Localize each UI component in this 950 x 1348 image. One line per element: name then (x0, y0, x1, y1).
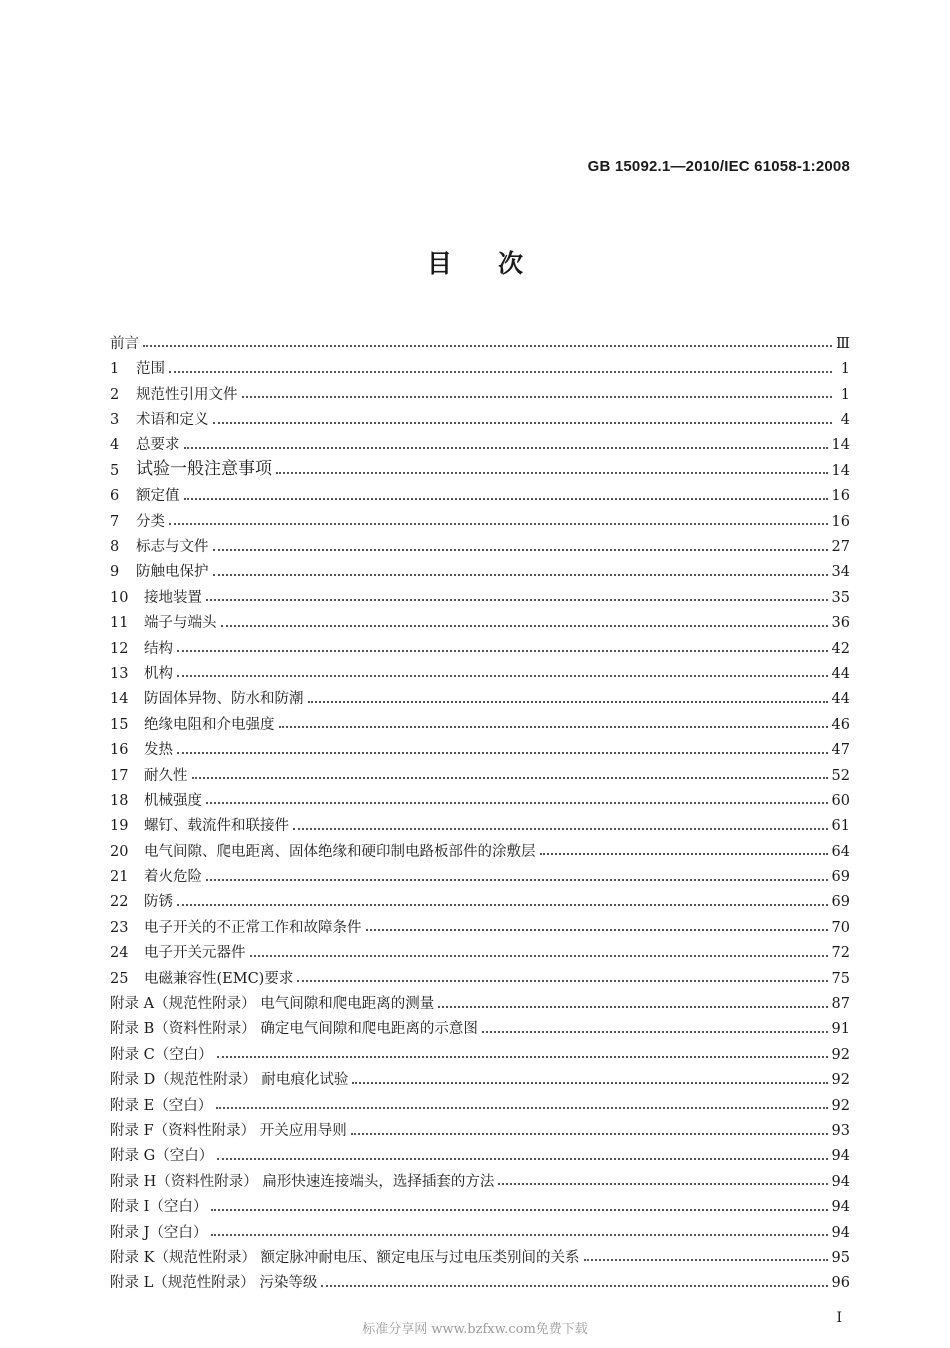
toc-entry-number: 24 (110, 945, 129, 962)
toc-leader-dots (221, 625, 828, 627)
toc-entry-label: 绝缘电阻和介电强度 (144, 716, 275, 733)
toc-entry-label: 附录 I（空白） (110, 1199, 208, 1216)
toc-entry-label: 总要求 (136, 437, 180, 454)
toc-entry-label: 术语和定义 (136, 412, 209, 429)
toc-entry-label: 附录 K（规范性附录） 额定脉冲耐电压、额定电压与过电压类别间的关系 (110, 1249, 580, 1266)
toc-leader-dots (276, 472, 828, 474)
toc-leader-dots (169, 523, 828, 525)
toc-entry-number: 15 (110, 716, 129, 733)
page-number: I (836, 1310, 842, 1326)
toc-entry[interactable] (110, 428, 850, 453)
toc-entry-number: 22 (110, 894, 129, 911)
toc-entry[interactable] (110, 1215, 850, 1240)
toc-leader-dots (297, 980, 827, 982)
toc-entry-page: 70 (831, 919, 850, 936)
toc-entry[interactable] (110, 681, 850, 706)
toc-entry[interactable] (110, 580, 850, 605)
toc-entry[interactable] (110, 1012, 850, 1037)
toc-entry-number: 11 (110, 615, 129, 632)
toc-entry-label: 额定值 (136, 488, 180, 505)
toc-entry-page: 14 (831, 462, 850, 479)
toc-entry[interactable] (110, 885, 850, 910)
toc-entry-page: 72 (831, 945, 850, 962)
toc-entry-page: 36 (831, 615, 850, 632)
toc-entry[interactable] (110, 453, 850, 478)
toc-entry-label: 附录 C（空白） (110, 1046, 213, 1063)
toc-leader-dots (250, 955, 828, 957)
toc-entry-number: 4 (110, 437, 120, 454)
toc-entry-label: 附录 L（规范性附录） 污染等级 (110, 1275, 318, 1292)
toc-entry-label: 防固体异物、防水和防潮 (144, 691, 304, 708)
toc-entry[interactable] (110, 758, 850, 783)
toc-entry-label: 接地装置 (144, 589, 202, 606)
toc-leader-dots (177, 752, 828, 754)
toc-entry[interactable] (110, 326, 850, 351)
toc-leader-dots (351, 1133, 828, 1135)
toc-entry-label: 前言 (110, 335, 139, 352)
toc-entry-label: 附录 J（空白） (110, 1224, 208, 1241)
toc-leader-dots (213, 422, 833, 424)
toc-entry[interactable] (110, 986, 850, 1011)
toc-entry-label: 规范性引用文件 (136, 386, 238, 403)
toc-leader-dots (177, 650, 828, 652)
toc-entry-page: 52 (831, 767, 850, 784)
toc-entry[interactable] (110, 351, 850, 376)
toc-leader-dots (438, 1006, 827, 1008)
toc-entry-number: 21 (110, 869, 129, 886)
toc-entry-page: 94 (831, 1199, 850, 1216)
toc-leader-dots (192, 777, 828, 779)
toc-entry-number: 17 (110, 767, 129, 784)
toc-entry-page: 35 (831, 589, 850, 606)
toc-entry[interactable] (110, 859, 850, 884)
toc-entry[interactable] (110, 478, 850, 503)
toc-entry[interactable] (110, 377, 850, 402)
toc-leader-dots (498, 1183, 827, 1185)
toc-leader-dots (184, 498, 828, 500)
toc-entry-label: 附录 H（资料性附录） 扁形快速连接端头，选择插套的方法 (110, 1173, 495, 1190)
toc-entry[interactable] (110, 1139, 850, 1164)
toc-entry-number: 7 (110, 513, 120, 530)
toc-entry[interactable] (110, 631, 850, 656)
toc-leader-dots (279, 726, 828, 728)
toc-entry-label: 范围 (136, 361, 165, 378)
toc-entry-number: 14 (110, 691, 129, 708)
toc-entry-label: 机械强度 (144, 792, 202, 809)
toc-entry-number: 25 (110, 970, 129, 987)
toc-entry[interactable] (110, 808, 850, 833)
toc-leader-dots (213, 574, 828, 576)
toc-leader-dots (584, 1259, 828, 1261)
toc-leader-dots (206, 802, 828, 804)
toc-entry-page: 64 (831, 843, 850, 860)
toc-entry-page: 93 (831, 1123, 850, 1139)
toc-entry[interactable] (110, 1164, 850, 1189)
toc-entry[interactable] (110, 1037, 850, 1062)
toc-entry[interactable] (110, 935, 850, 960)
toc-entry-page: 92 (831, 1046, 850, 1063)
toc-leader-dots (211, 1234, 827, 1236)
toc-leader-dots (143, 345, 832, 347)
toc-leader-dots (184, 447, 828, 449)
toc-entry-number: 16 (110, 742, 129, 759)
toc-entry-label: 防触电保护 (136, 564, 209, 581)
toc-entry-page: 16 (831, 513, 850, 530)
toc-entry-page: 1 (840, 386, 850, 403)
toc-entry[interactable] (110, 504, 850, 529)
toc-entry[interactable] (110, 961, 850, 986)
toc-entry-page: 4 (840, 412, 850, 429)
toc-entry-page: 92 (831, 1097, 850, 1114)
toc-entry-number: 2 (110, 386, 120, 403)
toc-entry-page: 61 (831, 818, 850, 835)
toc-leader-dots (177, 675, 828, 677)
page-title: 目次 (426, 249, 569, 278)
toc-entry[interactable] (110, 605, 850, 630)
toc-entry-page: 34 (831, 564, 850, 581)
toc-entry-page: 94 (831, 1148, 850, 1165)
toc-entry[interactable] (110, 1113, 850, 1138)
toc-entry-label: 着火危险 (144, 869, 202, 886)
toc-leader-dots (540, 853, 828, 855)
toc-entry-label: 分类 (136, 513, 165, 530)
toc-entry-number: 5 (110, 462, 120, 479)
toc-entry-page: 46 (831, 716, 850, 733)
toc-leader-dots (177, 904, 828, 906)
toc-entry-page: 96 (831, 1275, 850, 1292)
toc-entry[interactable] (110, 529, 850, 554)
toc-leader-dots (366, 929, 828, 931)
toc-entry[interactable] (110, 707, 850, 732)
toc-entry-number: 13 (110, 665, 129, 682)
toc-leader-dots (293, 828, 828, 830)
toc-entry-number: 12 (110, 640, 129, 657)
toc-leader-dots (206, 879, 828, 881)
toc-entry-label: 电子开关元器件 (144, 945, 246, 962)
toc-entry[interactable] (110, 783, 850, 808)
toc-leader-dots (206, 599, 828, 601)
toc-entry[interactable] (110, 656, 850, 681)
toc-entry[interactable] (110, 1240, 850, 1265)
toc-entry-number: 19 (110, 818, 129, 835)
toc-entry-page: Ⅲ (836, 335, 850, 352)
toc-entry[interactable] (110, 402, 850, 427)
toc-entry-page: 44 (831, 665, 850, 682)
toc-entry-page: 60 (831, 792, 850, 809)
toc-entry-page: 42 (831, 640, 850, 657)
toc-entry[interactable] (110, 910, 850, 935)
toc-entry-number: 9 (110, 564, 120, 581)
toc-leader-dots (482, 1031, 828, 1033)
toc-entry-label: 电子开关的不正常工作和故障条件 (144, 919, 362, 936)
toc-entry-label: 附录 G（空白） (110, 1148, 214, 1165)
toc-leader-dots (352, 1082, 827, 1084)
toc-entry-label: 防锈 (144, 894, 173, 911)
toc-entry-page: 91 (831, 1021, 850, 1038)
toc-entry-page: 87 (831, 996, 850, 1013)
toc-entry-page: 1 (840, 361, 850, 378)
toc-entry-label: 附录 F（资料性附录） 开关应用导则 (110, 1123, 347, 1139)
toc-entry-page: 94 (831, 1224, 850, 1241)
table-of-contents (110, 326, 850, 1291)
toc-entry-label: 螺钉、载流件和联接件 (144, 818, 289, 835)
toc-entry-label: 机构 (144, 665, 173, 682)
toc-leader-dots (213, 549, 828, 551)
toc-entry-label: 附录 A（规范性附录） 电气间隙和爬电距离的测量 (110, 996, 435, 1013)
toc-entry-label: 附录 E（空白） (110, 1097, 213, 1114)
toc-entry[interactable] (110, 555, 850, 580)
toc-entry-label: 耐久性 (144, 767, 188, 784)
toc-entry-label: 发热 (144, 742, 173, 759)
toc-leader-dots (308, 701, 828, 703)
toc-leader-dots (211, 1209, 827, 1211)
toc-entry-number: 8 (110, 539, 120, 556)
toc-entry-page: 95 (831, 1249, 850, 1266)
toc-entry-number: 18 (110, 792, 129, 809)
toc-entry-page: 44 (831, 691, 850, 708)
toc-entry-label: 附录 D（规范性附录） 耐电痕化试验 (110, 1072, 349, 1089)
toc-entry-label: 电气间隙、爬电距离、固体绝缘和硬印制电路板部件的涂敷层 (144, 843, 536, 860)
toc-leader-dots (217, 1158, 827, 1160)
toc-entry[interactable] (110, 1265, 850, 1290)
toc-entry-label: 标志与文件 (136, 539, 209, 556)
toc-entry-page: 69 (831, 869, 850, 886)
toc-entry[interactable] (110, 1062, 850, 1087)
toc-leader-dots (242, 396, 833, 398)
toc-entry-label: 试验一般注意事项 (136, 459, 272, 480)
toc-entry-page: 94 (831, 1173, 850, 1190)
toc-entry[interactable] (110, 1189, 850, 1214)
toc-entry-label: 结构 (144, 640, 173, 657)
toc-entry-page: 69 (831, 894, 850, 911)
toc-entry-number: 10 (110, 589, 129, 606)
toc-entry-page: 47 (831, 742, 850, 759)
toc-leader-dots (217, 1056, 828, 1058)
toc-entry-label: 端子与端头 (144, 615, 217, 632)
toc-entry-page: 92 (831, 1072, 850, 1089)
standard-number: GB 15092.1—2010/IEC 61058-1:2008 (587, 158, 850, 175)
watermark: 标准分享网 www.bzfxw.com免费下载 (362, 1322, 588, 1337)
toc-entry-number: 6 (110, 488, 120, 505)
toc-leader-dots (169, 371, 832, 373)
toc-entry-label: 电磁兼容性(EMC)要求 (144, 970, 294, 987)
toc-entry-number: 3 (110, 412, 120, 429)
toc-entry[interactable] (110, 1088, 850, 1113)
toc-entry-page: 75 (831, 970, 850, 987)
toc-entry[interactable] (110, 732, 850, 757)
toc-entry-number: 1 (110, 361, 120, 378)
toc-leader-dots (321, 1285, 827, 1287)
toc-entry-page: 27 (831, 539, 850, 556)
toc-leader-dots (216, 1107, 827, 1109)
toc-entry-label: 附录 B（资料性附录） 确定电气间隙和爬电距离的示意图 (110, 1021, 478, 1038)
toc-entry-number: 23 (110, 919, 129, 936)
toc-entry-page: 16 (831, 488, 850, 505)
toc-entry-page: 14 (831, 437, 850, 454)
toc-entry[interactable] (110, 834, 850, 859)
toc-entry-number: 20 (110, 843, 129, 860)
